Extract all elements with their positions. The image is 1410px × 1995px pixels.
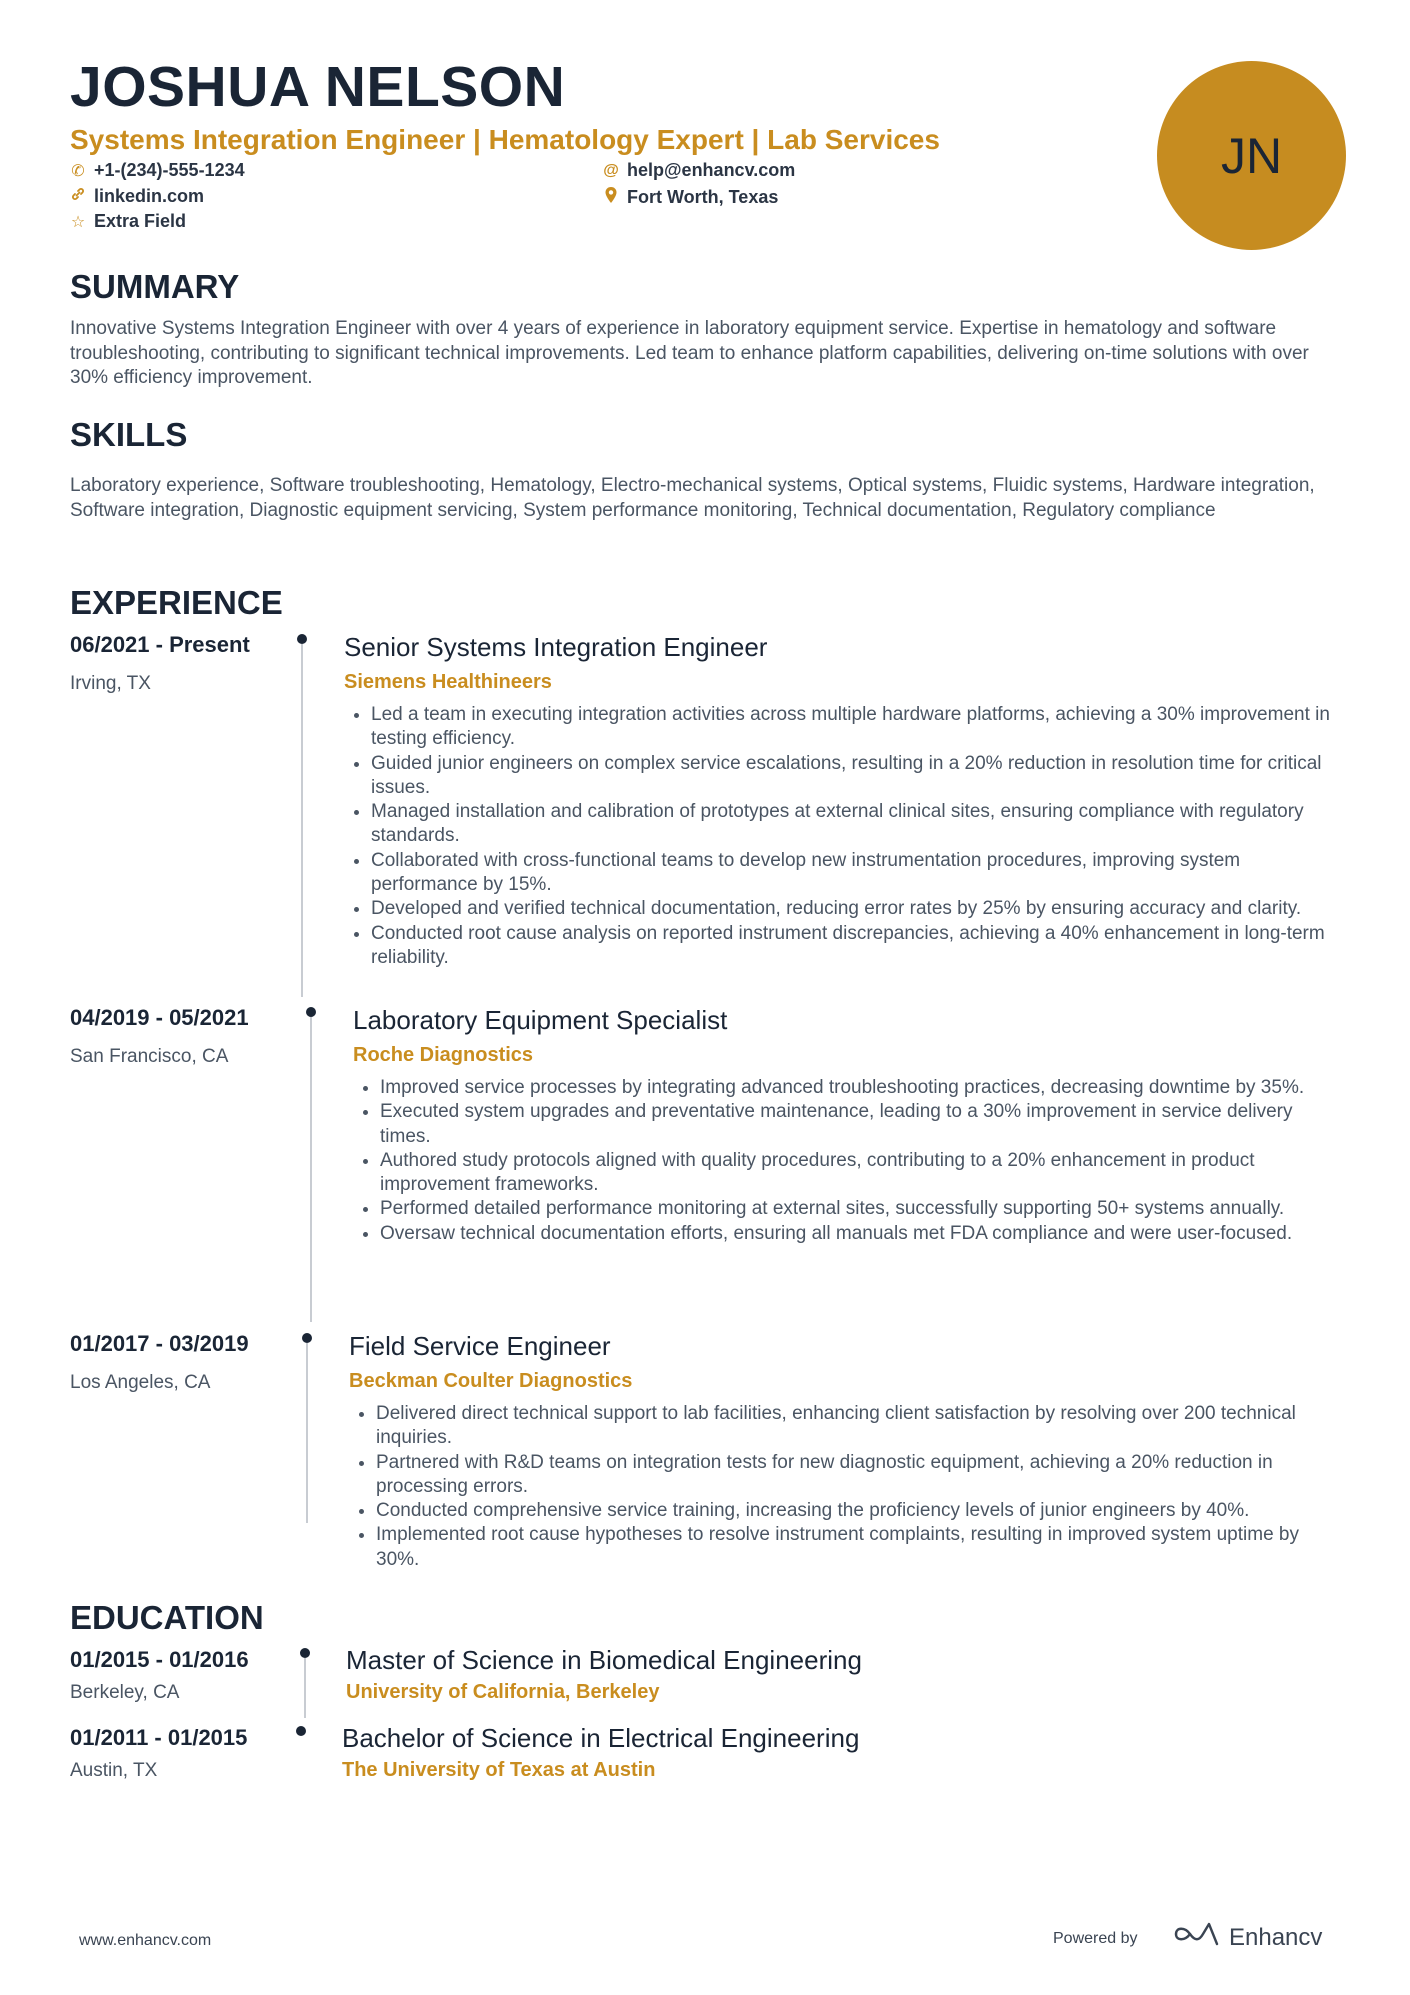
job-location: Irving, TX	[70, 673, 151, 694]
linkedin-text[interactable]: linkedin.com	[94, 186, 205, 206]
job-dates: 04/2019 - 05/2021	[70, 1005, 249, 1030]
at-icon: @	[603, 161, 619, 179]
list-item: • Improved service processes by integrating advanced troubleshooting practices, decreasing downtime by 35%.	[380, 1076, 1339, 1100]
email-text[interactable]: help@enhancv.com	[627, 160, 796, 180]
job-company: Beckman Coulter Diagnostics	[349, 1370, 633, 1392]
candidate-headline: Systems Integration Engineer | Hematology Expert | Lab Services	[70, 124, 940, 155]
edu-location: Berkeley, CA	[70, 1682, 180, 1703]
experience-title: EXPERIENCE	[70, 584, 283, 621]
timeline-line	[306, 1343, 308, 1523]
education-title: EDUCATION	[70, 1599, 264, 1636]
list-item: • Authored study protocols aligned with quality procedures, contributing to a 20% enhancement in product improvement frameworks.	[380, 1149, 1339, 1198]
job-bullets	[345, 703, 1345, 970]
timeline-dot	[297, 634, 307, 644]
edu-dates: 01/2011 - 01/2015	[70, 1725, 248, 1750]
contact-extra	[70, 211, 186, 232]
timeline-dot	[300, 1648, 310, 1658]
contact-phone	[70, 160, 245, 181]
star-icon: ☆	[70, 213, 86, 231]
link-icon	[70, 186, 86, 207]
timeline-line	[301, 644, 303, 997]
footer-website[interactable]: www.enhancv.com	[79, 1932, 212, 1949]
job-role: Laboratory Equipment Specialist	[353, 1005, 728, 1035]
footer-brand-logo[interactable]	[1173, 1921, 1322, 1954]
timeline-dot	[306, 1007, 316, 1017]
list-item: • Conducted comprehensive service training, increasing the proficiency levels of junior engineers by 40%.	[376, 1499, 1345, 1523]
contact-email[interactable]	[603, 160, 795, 181]
extra-text: Extra Field	[94, 211, 187, 231]
summary-title: SUMMARY	[70, 268, 240, 305]
skills-title: SKILLS	[70, 416, 188, 453]
skills-text: Laboratory experience, Software troubleshooting, Hematology, Electro-mechanical systems, Optical systems, Fluidic systems, Hardware integration, Software integration, Diagnostic equipment servicing, System performance monitoring, Technical documentation, Regulatory compliance	[70, 475, 1315, 521]
job-company: Siemens Healthineers	[344, 671, 552, 693]
job-role: Field Service Engineer	[349, 1331, 611, 1361]
edu-degree: Bachelor of Science in Electrical Engineering	[342, 1723, 860, 1753]
list-item: • Partnered with R&D teams on integration tests for new diagnostic equipment, achieving a 20% reduction in processing errors.	[376, 1451, 1345, 1500]
avatar	[1157, 61, 1346, 250]
job-company: Roche Diagnostics	[353, 1044, 534, 1066]
contact-location	[603, 186, 778, 209]
timeline-line	[310, 1017, 312, 1322]
timeline-line	[304, 1658, 306, 1718]
edu-school: The University of Texas at Austin	[342, 1759, 656, 1781]
list-item: • Led a team in executing integration activities across multiple hardware platforms, achieving a 30% improvement in testing efficiency.	[371, 703, 1345, 752]
location-pin-icon	[603, 186, 619, 209]
job-location: Los Angeles, CA	[70, 1372, 211, 1393]
job-location: San Francisco, CA	[70, 1046, 229, 1067]
footer-brand-name: Enhancv	[1229, 1923, 1323, 1951]
list-item: • Developed and verified technical documentation, reducing error rates by 25% by ensuring accuracy and clarity.	[371, 897, 1345, 921]
contact-linkedin[interactable]	[70, 186, 204, 207]
list-item: • Executed system upgrades and preventative maintenance, leading to a 30% improvement in service delivery times.	[380, 1100, 1339, 1149]
summary-text: Innovative Systems Integration Engineer with over 4 years of experience in laboratory equipment service. Expertise in hematology and software troubleshooting, contributing to significant technical improvements. Led team to enhance platform capabilities, delivering on-time solutions with over 30% efficiency improvement.	[70, 318, 1309, 388]
job-bullets	[350, 1402, 1345, 1572]
list-item: • Oversaw technical documentation efforts, ensuring all manuals met FDA compliance and were user-focused.	[380, 1222, 1339, 1246]
phone-text: +1-(234)-555-1234	[94, 160, 245, 180]
job-dates: 01/2017 - 03/2019	[70, 1331, 249, 1356]
job-bullets	[354, 1076, 1339, 1246]
list-item: • Implemented root cause hypotheses to resolve instrument complaints, resulting in improved system uptime by 30%.	[376, 1523, 1345, 1572]
edu-degree: Master of Science in Biomedical Engineering	[346, 1645, 862, 1675]
location-text: Fort Worth, Texas	[627, 187, 779, 207]
job-dates: 06/2021 - Present	[70, 632, 250, 657]
list-item: • Conducted root cause analysis on reported instrument discrepancies, achieving a 40% enhancement in long-term reliability.	[371, 922, 1345, 971]
edu-location: Austin, TX	[70, 1760, 158, 1781]
list-item: • Guided junior engineers on complex service escalations, resulting in a 20% reduction in resolution time for critical issues.	[371, 752, 1345, 801]
enhancv-logo-icon	[1173, 1921, 1221, 1954]
edu-dates: 01/2015 - 01/2016	[70, 1647, 249, 1672]
list-item: • Performed detailed performance monitoring at external sites, successfully supporting 50+ systems annually.	[380, 1197, 1339, 1221]
footer-powered-by: Powered by	[1053, 1930, 1138, 1947]
list-item: • Delivered direct technical support to lab facilities, enhancing client satisfaction by resolving over 200 technical inquiries.	[376, 1402, 1345, 1451]
timeline-dot	[296, 1726, 306, 1736]
avatar-initials: JN	[1220, 127, 1283, 184]
list-item: • Collaborated with cross-functional teams to develop new instrumentation procedures, improving system performance by 15%.	[371, 849, 1345, 898]
candidate-name: JOSHUA NELSON	[70, 55, 566, 119]
job-role: Senior Systems Integration Engineer	[344, 632, 768, 662]
list-item: • Managed installation and calibration of prototypes at external clinical sites, ensuring compliance with regulatory standards.	[371, 800, 1345, 849]
timeline-dot	[302, 1333, 312, 1343]
phone-icon: ✆	[71, 162, 85, 180]
edu-school: University of California, Berkeley	[346, 1681, 660, 1703]
